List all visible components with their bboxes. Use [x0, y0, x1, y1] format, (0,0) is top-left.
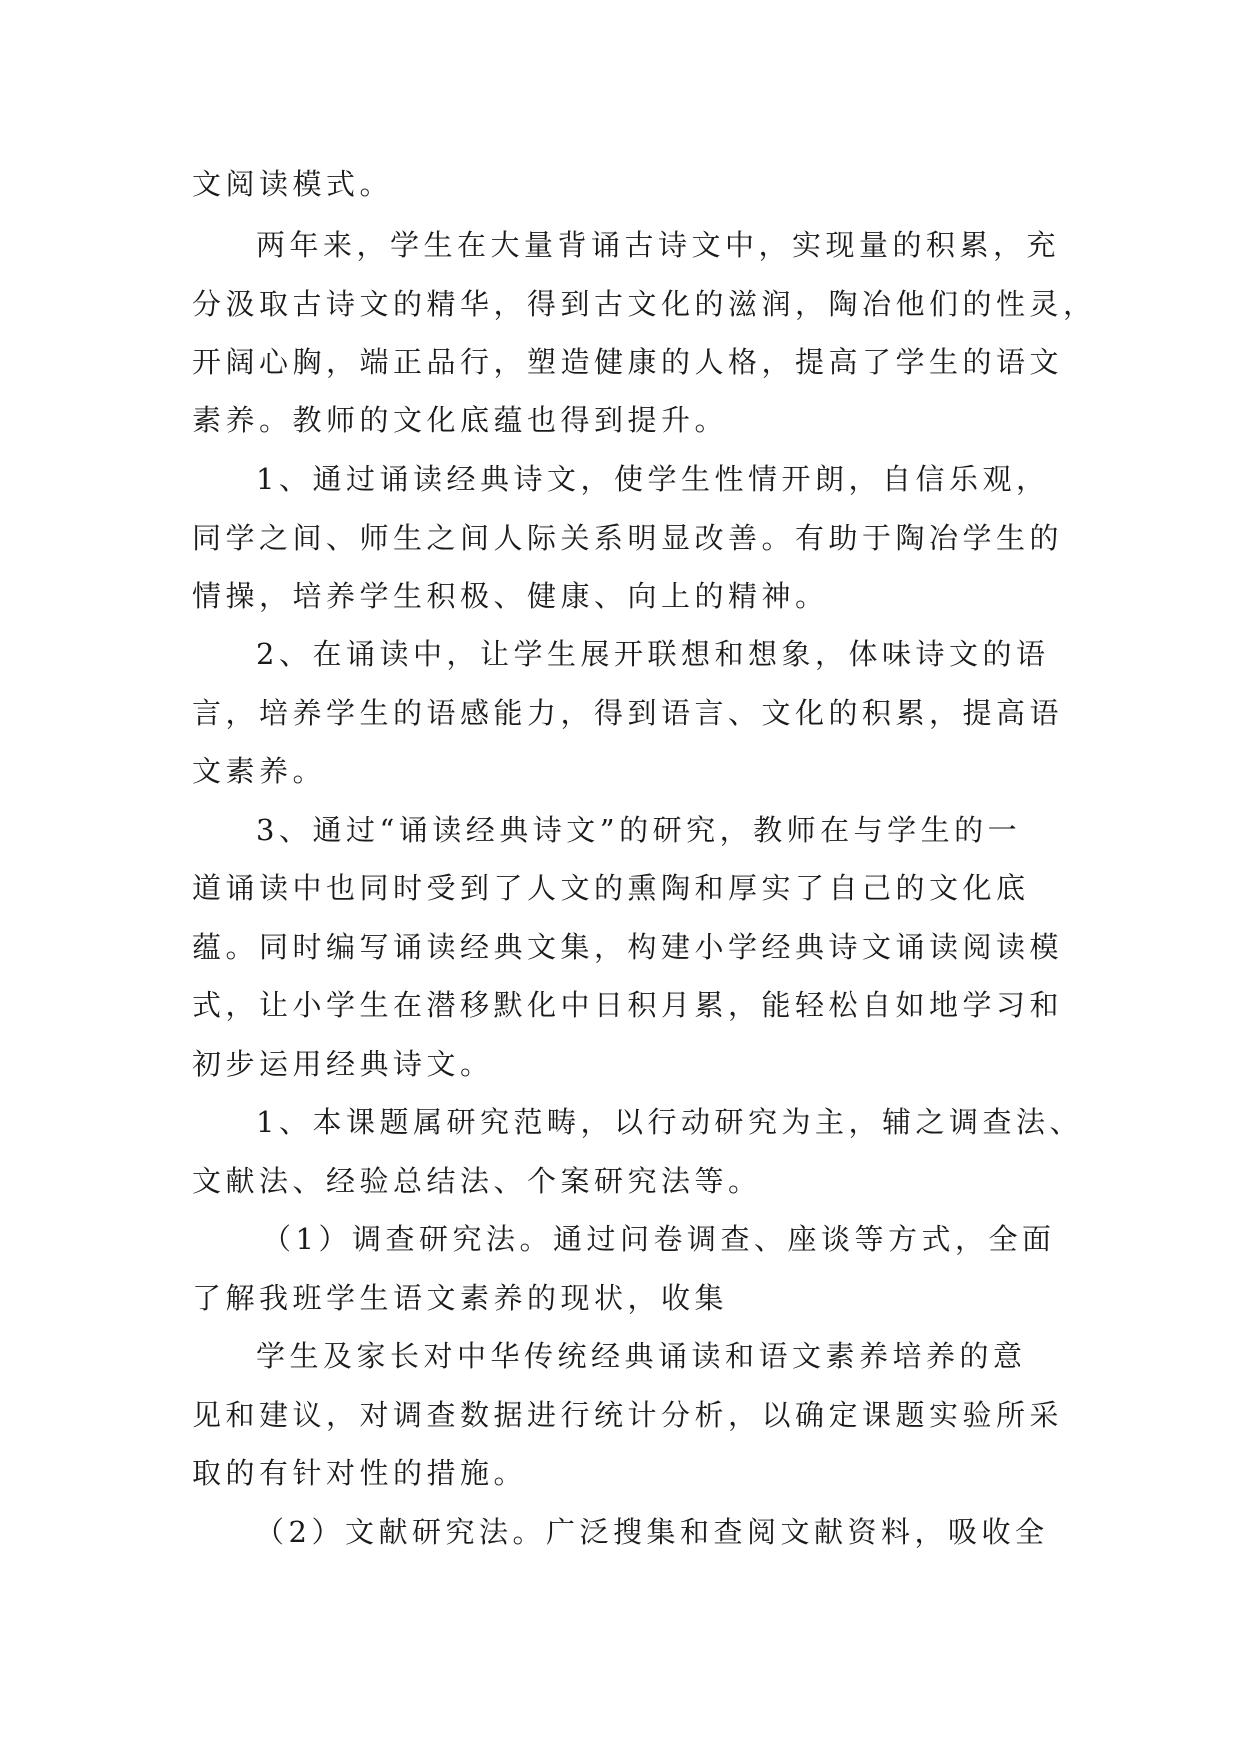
text-line: 情操，培养学生积极、健康、向上的精神。	[192, 579, 829, 613]
text-line: 见和建议，对调查数据进行统计分析，以确定课题实验所采	[192, 1398, 1064, 1432]
text-line: 式，让小学生在潜移默化中日积月累，能轻松自如地学习和	[192, 988, 1064, 1022]
text-line: 素养。教师的文化底蕴也得到提升。	[192, 403, 729, 437]
text-line: 蕴。同时编写诵读经典文集，构建小学经典诗文诵读阅读模	[192, 930, 1064, 964]
text-line: 取的有针对性的措施。	[192, 1456, 528, 1490]
text-line: 文献法、经验总结法、个案研究法等。	[192, 1164, 762, 1198]
text-line: （2）文献研究法。广泛搜集和查阅文献资料，吸收全	[255, 1515, 1049, 1549]
text-line: 分汲取古诗文的精华，得到古文化的滋润，陶冶他们的性灵，	[192, 287, 1097, 321]
text-line: 1、通过诵读经典诗文，使学生性情开朗，自信乐观，	[256, 462, 1050, 496]
text-line: 道诵读中也同时受到了人文的熏陶和厚实了自己的文化底	[192, 871, 1030, 905]
text-line: 学生及家长对中华传统经典诵读和语文素养培养的意	[256, 1339, 1027, 1373]
text-line: 了解我班学生语文素养的现状，收集	[192, 1281, 729, 1315]
text-line: （1）调查研究法。通过问卷调查、座谈等方式，全面	[262, 1222, 1056, 1256]
text-line: 文阅读模式。	[192, 167, 394, 201]
text-line: 开阔心胸，端正品行，塑造健康的人格，提高了学生的语文	[192, 345, 1064, 379]
text-line: 文素养。	[192, 754, 327, 788]
text-line: 同学之间、师生之间人际关系明显改善。有助于陶冶学生的	[192, 521, 1064, 555]
text-line: 1、本课题属研究范畴，以行动研究为主，辅之调查法、	[256, 1105, 1083, 1139]
text-line: 言，培养学生的语感能力，得到语言、文化的积累，提高语	[192, 696, 1064, 730]
text-line: 初步运用经典诗文。	[192, 1047, 494, 1081]
text-line: 两年来，学生在大量背诵古诗文中，实现量的积累，充	[256, 228, 1061, 262]
text-line: 2、在诵读中，让学生展开联想和想象，体味诗文的语	[256, 637, 1050, 671]
text-line: 3、通过“诵读经典诗文”的研究，教师在与学生的一	[256, 813, 1022, 847]
